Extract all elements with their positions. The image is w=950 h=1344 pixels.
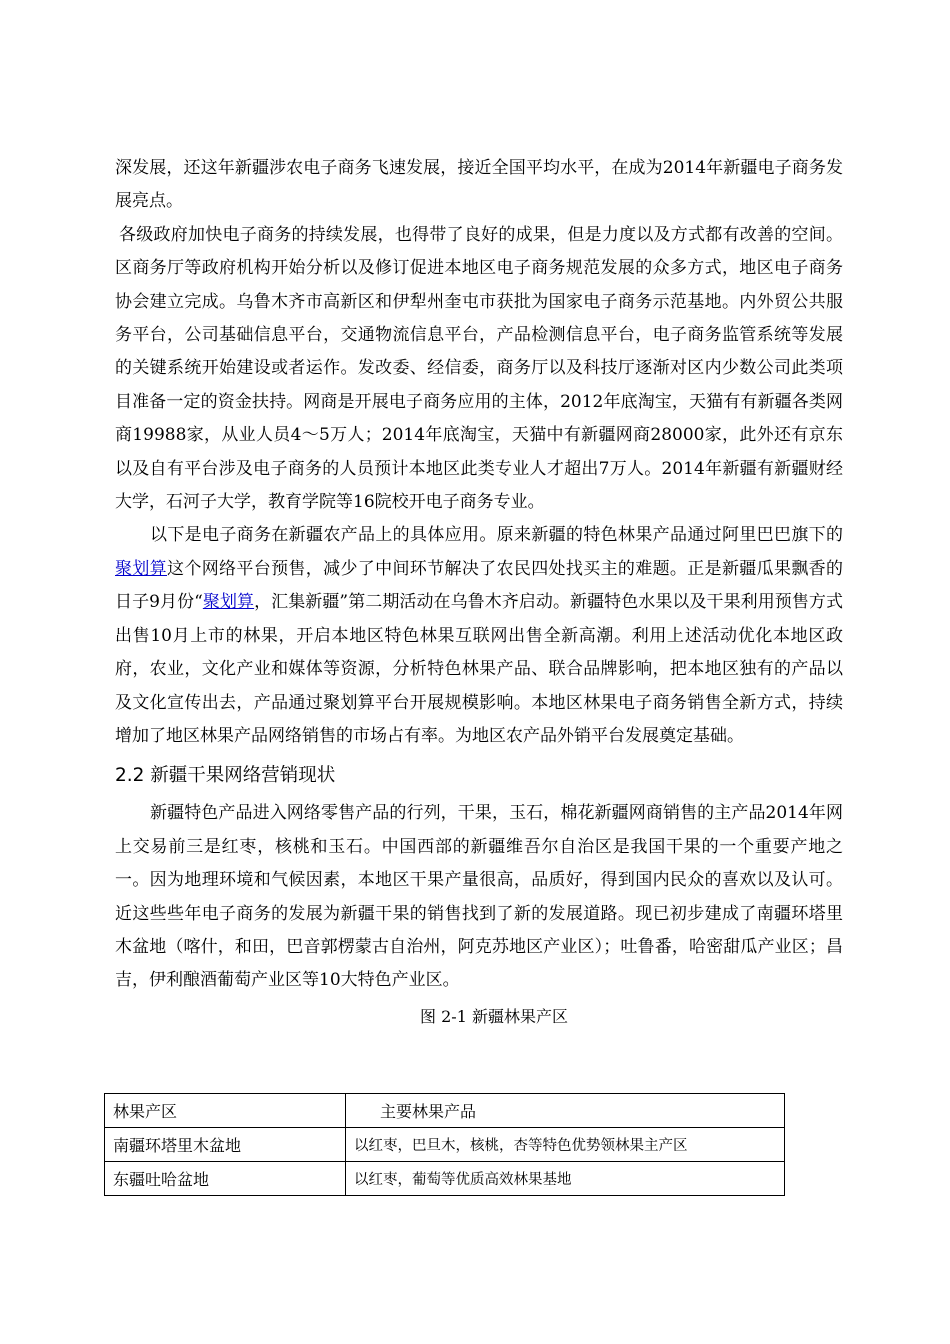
table-header-region: 林果产区 — [105, 1094, 346, 1128]
section-heading: 2.2 新疆干果网络营销现状 — [115, 765, 336, 787]
paragraph-3 — [115, 519, 843, 753]
body-text — [115, 152, 843, 1036]
paragraph-4: 新疆特色产品进入网络零售产品的行列，干果，玉石，棉花新疆网商销售的主产品2014年网上交易前三是红枣，核桃和玉石。中国西部的新疆维吾尔自治区是我国干果的一个重要产地之一。因为地理环境和气候因素，本地区干果产量很高，品质好，得到国内民众的喜欢以及认可。近这些些年电子商务的发展为新疆干果的销售找到了新的发展道路。现已初步建成了南疆环塔里木盆地（喀什，和田，巴音郭楞蒙古自治州，阿克苏地区产业区）；吐鲁番，哈密甜瓜产业区；昌吉，伊利酿酒葡萄产业区等10大特色产业区。 — [115, 803, 843, 991]
table-row — [105, 1162, 785, 1196]
paragraph-3-part-c: ，汇集新疆”第二期活动在乌鲁木齐启动。新疆特色水果以及干果利用预售方式出售10月上市的林果，开启本地区特色林果互联网出售全新高潮。利用上述活动优化本地区政府，农业，文化产业和媒体等资源，分析特色林果产品、联合品牌影响，把本地区独有的产品以及文化宣传出去，产品通过聚划算平台开展规模影响。本地区林果电子商务销售全新方式，持续增加了地区林果产品网络销售的市场占有率。为地区农产品外销平台发展奠定基础。 — [115, 592, 843, 746]
paragraph-2: 各级政府加快电子商务的持续发展，也得带了良好的成果，但是力度以及方式都有改善的空间。区商务厅等政府机构开始分析以及修订促进本地区电子商务规范发展的众多方式，地区电子商务协会建立完成。乌鲁木齐市高新区和伊犁州奎屯市获批为国家电子商务示范基地。内外贸公共服务平台，公司基础信息平台，交通物流信息平台，产品检测信息平台，电子商务监管系统等发展的关键系统开始建设或者运作。发改委、经信委，商务厅以及科技厅逐渐对区内少数公司此类项目准备一定的资金扶持。网商是开展电子商务应用的主体，2012年底淘宝，天猫有有新疆各类网商19988家，从业人员4～5万人；2014年底淘宝，天猫中有新疆网商28000家，此外还有京东以及自有平台涉及电子商务的人员预计本地区此类专业人才超出7万人。2014年新疆有新疆财经大学，石河子大学，教育学院等16院校开电子商务专业。 — [115, 224, 843, 513]
table-header-row — [105, 1094, 785, 1128]
juhuasuan-link-2[interactable]: 聚划算 — [202, 592, 255, 613]
paragraph-3-part-a: 以下是电子商务在新疆农产品上的具体应用。原来新疆的特色林果产品通过阿里巴巴旗下的 — [150, 525, 843, 546]
table-cell-products: 以红枣，葡萄等优质高效林果基地 — [346, 1162, 785, 1196]
juhuasuan-link[interactable]: 聚划算 — [115, 558, 168, 579]
paragraph-3-part-b: 这个网络平台预售，减少了中间环节解决了农民四处找买主的难题。正是新疆瓜果飘香的日子9月份“ — [115, 558, 844, 613]
table-cell-region: 南疆环塔里木盆地 — [105, 1128, 346, 1162]
table-row — [105, 1128, 785, 1162]
paragraph-1: 深发展，还这年新疆涉农电子商务飞速发展，接近全国平均水平，在成为2014年新疆电子商务发展亮点。 — [115, 158, 843, 212]
table-cell-region: 东疆吐哈盆地 — [105, 1162, 346, 1196]
fruit-region-table — [104, 1093, 785, 1196]
table-caption: 图 2-1 新疆林果产区 — [420, 1006, 568, 1026]
table-cell-products: 以红枣，巴旦木，核桃，杏等特色优势领林果主产区 — [346, 1128, 785, 1162]
table-header-products: 主要林果产品 — [346, 1094, 785, 1128]
